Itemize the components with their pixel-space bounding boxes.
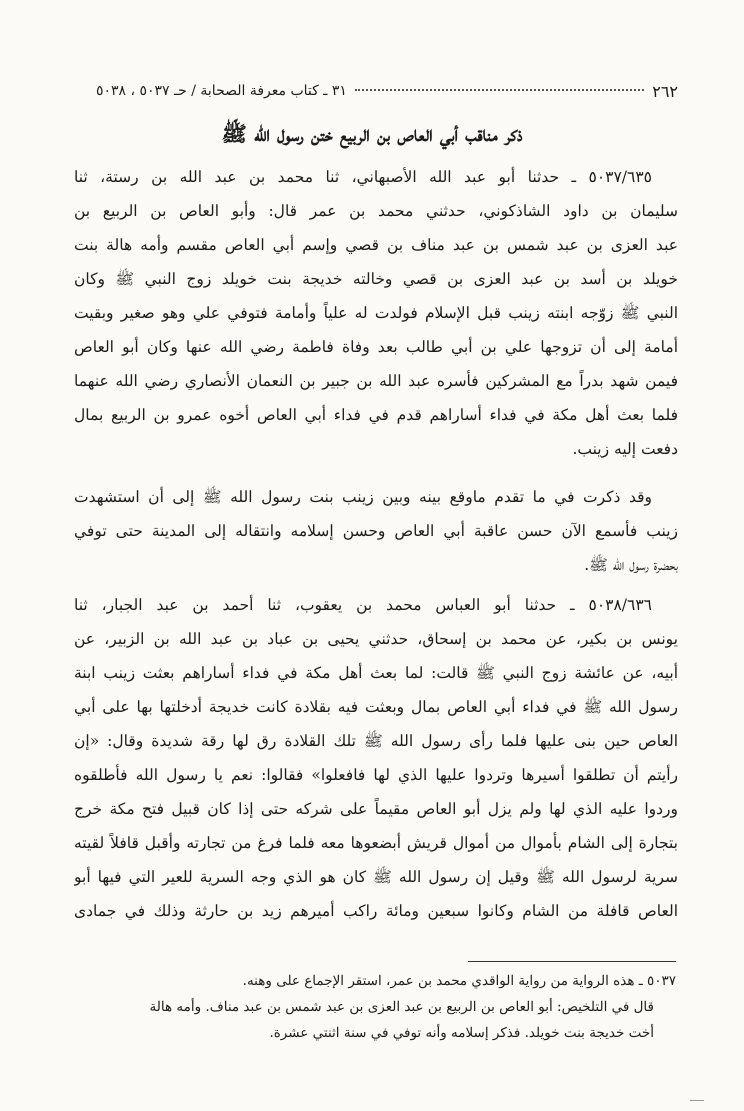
page-number: ٢٦٢ bbox=[652, 81, 678, 101]
footnotes bbox=[120, 968, 676, 1046]
commentary-paragraph bbox=[74, 480, 678, 582]
commentary-line: زينب فأسمع الآن حسن عاقبة أبي العاص وحسن إسلامه وانتقاله إلى المدينة حتى توفي bbox=[74, 522, 678, 540]
running-title: ٣١ ـ كتاب معرفة الصحابة / حـ ٥٠٣٧ ، ٥٠٣٨ bbox=[96, 83, 347, 99]
hadith-5038-line: أبيه، عن عائشة زوج النبي ﷺ قالت: لما بعث أهل مكة في فداء أساراهم بعثت زينب ابنة bbox=[74, 664, 678, 682]
footnote-line: أخت خديجة بنت خويلد. فذكر إسلامه وأنه توفي في سنة اثنتي عشرة. bbox=[269, 1025, 654, 1041]
footnote-line: ٥٠٣٧ ـ هذه الرواية من رواية الواقدي محمد بن عمر، استقر الإجماع على وهنه. bbox=[242, 973, 676, 989]
footnote-separator bbox=[468, 961, 676, 962]
hadith-5038-line: رأيتم أن تطلقوا أسيرها وتردوا عليها الذي لها فافعلوا» فقالوا: نعم يا رسول الله فأطلقوه bbox=[74, 766, 678, 784]
hadith-5037-line: خويلد بن أسد بن عبد العزى بن قصي وخالته خديجة بنت خويلد زوج النبي ﷺ وكان bbox=[74, 270, 678, 288]
chapter-title: ذكر مناقب أبي العاص بن الربيع ختن رسول الله ﷺ bbox=[221, 121, 523, 146]
hadith-5038 bbox=[74, 588, 678, 928]
hadith-5037-line: عبد العزى بن عبد شمس بن عبد مناف بن قصي وإسم أبي العاص مقسم وأمه هالة بنت bbox=[74, 236, 678, 254]
header-dot-leader bbox=[355, 89, 644, 91]
page-edge-mark bbox=[690, 1100, 704, 1107]
commentary-line: بحضرة رسول الله ﷺ. bbox=[584, 556, 678, 574]
commentary-line: وقد ذكرت في ما تقدم ماوقع بينه وبين زينب بنت رسول الله ﷺ إلى أن استشهدت bbox=[74, 488, 652, 506]
hadith-5037-line: ٥٠٣٧/٦٣٥ ـ حدثنا أبو عبد الله الأصبهاني، ثنا محمد بن عبد الله بن رستة، ثنا bbox=[74, 168, 652, 186]
hadith-5037-line: سليمان بن داود الشاذكوني، حدثني محمد بن عمر قال: وأبو العاص بن الربيع بن bbox=[74, 202, 678, 220]
hadith-5038-line: ٥٠٣٨/٦٣٦ ـ حدثنا أبو العباس محمد بن يعقوب، ثنا أحمد بن عبد الجبار، ثنا bbox=[74, 596, 652, 614]
hadith-5037-line: فيمن شهد بدراً مع المشركين فأسره عبد الله بن جبير بن النعمان الأنصاري رضي الله عنهما bbox=[74, 372, 678, 390]
hadith-5038-line: العاص قافلة من الشام وكانوا سبعين ومائة راكب أميرهم زيد بن حارثة وذلك في جمادى bbox=[74, 902, 678, 920]
footnote-line: قال في التلخيص: أبو العاص بن الربيع بن عبد العزى بن عبد شمس بن عبد مناف. وأمه هالة bbox=[149, 999, 654, 1015]
hadith-5038-line: بتجارة إلى الشام بأموال من أموال قريش أبضعوها معه فلما فرغ من تجارته وأقبل قافلاً لقيته bbox=[74, 834, 678, 852]
hadith-5038-line: العاص حين بنى عليها فلما رأى رسول الله ﷺ تلك القلادة رق لها رقة شديدة وقال: «إن bbox=[74, 732, 678, 750]
hadith-5037-line: دفعت إليه زينب. bbox=[572, 440, 678, 458]
hadith-5037 bbox=[74, 160, 678, 466]
hadith-5037-line: أمامة إلى أن تزوجها علي بن أبي طالب بعد وفاة فاطمة رضي الله عنها وكان أبو العاص bbox=[74, 338, 678, 356]
hadith-5038-line: رسول الله ﷺ في فداء أبي العاص بمال وبعثت فيه بقلادة كانت خديجة أدخلتها بها على أبي bbox=[74, 698, 678, 716]
hadith-5037-line: النبي ﷺ زوّجه ابنته زينب قبل الإسلام فولدت له علياً وأمامة فتوفي علي وهو صغير وبقيت bbox=[74, 304, 678, 322]
hadith-5038-line: يونس بن بكير، عن محمد بن إسحاق، حدثني يحيى بن عباد بن عبد الله بن الزبير، عن bbox=[74, 630, 678, 648]
hadith-5038-line: سرية لرسول الله ﷺ وقيل إن رسول الله ﷺ كان هو الذي وجه السرية للعير التي فيها أبو bbox=[74, 868, 678, 886]
hadith-5038-line: وردوا عليه الذي لها ولم يزل أبو العاص مقيماً على شركه حتى إذا كان قبيل فتح مكة خرج bbox=[74, 800, 678, 818]
running-header bbox=[96, 78, 678, 104]
hadith-5037-line: فلما بعث أهل مكة في فداء أساراهم قدم في فداء أبي العاص أخوه عمرو بن الربيع بمال bbox=[74, 406, 678, 424]
